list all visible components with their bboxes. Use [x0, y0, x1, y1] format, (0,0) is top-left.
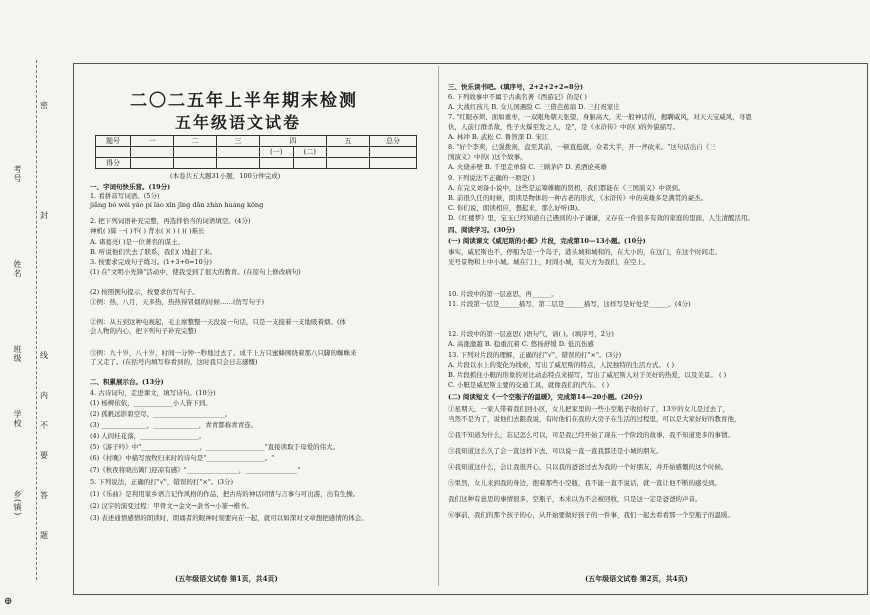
question-line: (3) 表述通情感情的朗读时，朗诵者的眼神时刻要向在一起，就可以如深对文章想把感情的体会。 — [90, 514, 368, 522]
seal-mark: 答 — [40, 491, 48, 500]
question-line: (1) 在"文明小先锋"活动中，使我受到了很大的教育。(在原句上修改病句) — [90, 268, 301, 276]
seal-mark: 封 — [40, 211, 48, 220]
seal-line — [36, 60, 37, 580]
question-line: (7)《秋夜将晓出篱门迎凉有感》"________________，________________" — [90, 466, 301, 474]
option-line: C. 你们说，朗读相应，想起来，那么好听(B)。 — [448, 204, 584, 212]
seal-mark: 题 — [40, 531, 48, 540]
question-line: 2. 把下列词语补充完整，再选择恰当的词语填空。(4分) — [90, 217, 251, 225]
score-row-label: 得分 — [96, 158, 131, 169]
seal-mark: 密 — [40, 101, 48, 110]
option-line: A. 大战红孩儿 B. 女儿国遇险 C. 三借芭蕉扇 D. 三打祝家庄 — [448, 103, 620, 111]
passage-line: 我们这种有意思的事情很多，空瓶子，本来以为不会被回收，只是这一定是爸爸的声音。 — [448, 495, 702, 503]
question-line: 10. 片段中的第一层意思，再______。 — [448, 290, 558, 298]
question-line: 5. 下列说法，正确的打"√"，错误的打"×"。(3分) — [90, 478, 234, 486]
score-header-cell: 总分 — [370, 136, 417, 147]
exam-note: (本卷共五大题31小题，100分钟完成) — [170, 172, 281, 180]
question-line: ①例：热，八月，天多热，热热得冒烟的时候……(仿写句子) — [90, 298, 265, 306]
label-exam-number: 考号 — [13, 165, 22, 183]
option-line: A. 高涨激越 B. 稳重沉着 C. 悠扬舒缓 D. 低沉伤感 — [448, 340, 594, 348]
statement-line: B. 片段抓住小艇的形象的对比动态特点来描写，写出了威尼斯人对于美好的热爱，以及美景。 ( ) — [448, 371, 727, 379]
passage-line: 当然不是为了，说他们去跟我说，有时他们在我的大房子在生活的过程里，可以是大家好好的教育他， — [448, 415, 741, 423]
seal-mark: 线 — [40, 351, 48, 360]
question-line: ②例：从五到这种电视起，毛主席整整一天没说一句话，只是一支接着一支地吸着烟。(体 — [90, 318, 347, 326]
score-sub-cell: (二) — [293, 147, 327, 158]
question-line: 12. 片段中的第一层意思( )语句气，请( )。(填序号，2分) — [448, 330, 614, 338]
question-line: 7. "红眼赤须、面如重枣，一双眼角朝天张望，身躯高大，无一般神话的，揭瞒威风，对天天宝威风，寻恩 — [448, 113, 752, 121]
passage-line: ④我知道这什么，会让我很开心，只以我的爸爸过去为我的一个好朋友，并开始感慨的这个时候。 — [448, 463, 728, 471]
passage-line: ⑥事前，我们的那个孩子的心，从开始要做好孩子的一件事，我们一起去看看那一个空瓶子的温暖。 — [448, 511, 734, 519]
question-line: 3. 按要求完成句子练习。(1+3+6=10分) — [90, 258, 212, 266]
passage-line: ⑤果然，女儿来到我的身边，抱着那些小空瓶，我不能一直不说话，就一直让他不断的感受到。 — [448, 479, 721, 487]
question-line: (1)《乐曲》是利用家乡语言记作风格的作品，把古传的神话同情与言事与可出游，出有生操。 — [90, 490, 360, 498]
label-class: 班级 — [13, 345, 22, 363]
question-line: (2) 按照例句提示，按要求仿写句子。 — [90, 288, 199, 296]
score-header-cell: 题号 — [96, 136, 131, 147]
question-line: 1. 看拼音写词语。(5分) — [90, 192, 160, 200]
statement-line: A. 片段以水上的变化为线索，写出了威尼斯的特点，人民独特的生活方式。 ( ) — [448, 361, 675, 369]
passage-line: 事实，威尼斯也不，停船为是一个岛子，港头城和城和的，在大小的，在这门，在这个时间走。 — [448, 248, 721, 256]
label-township: 乡(镇) — [13, 490, 22, 517]
question-line: 6. 下列故事中不属于古典名著《西游记》的是( ) — [448, 93, 587, 101]
section-heading: 四、阅读学习。(30分) — [448, 226, 516, 234]
page-footer-right: (五年级语文试卷 第2页，共4页) — [585, 574, 688, 583]
subsection-heading: (一) 阅读课文《威尼斯的小艇》片段，完成第10—13小题。(10分) — [448, 237, 646, 245]
score-table — [95, 135, 417, 169]
option-line: A. 林冲 B. 武松 C. 鲁智深 D. 宋江 — [448, 133, 549, 141]
score-header-cell: 五 — [327, 136, 370, 147]
section-heading: 二、积累展示台。(13分) — [90, 378, 164, 386]
question-line: 4. 古诗词句，走进课文，填写诗句。(10分) — [90, 389, 216, 397]
page-divider — [438, 66, 439, 586]
question-line: (5)《游子吟》中"__________________，__________________"直接读取于母爱的伟大。 — [90, 443, 340, 451]
seal-mark: 内 — [40, 391, 48, 400]
score-sub-cell: (一) — [260, 147, 294, 158]
label-school: 学校 — [13, 410, 22, 428]
option-line: D.《红楼梦》里，宝玉已经知道自己遇到的小子谦谦，又存在一件很多有效的家庭的里面，人生清醒活用。 — [448, 214, 755, 222]
passage-line: ③我知道这么久了会一直这样下去，可以说一直一直我都还是小城的朋友。 — [448, 447, 663, 455]
pinyin-line: jiǎng bó wéi yáo pí láo xīn jīng dǎn zhàn huáng kǒng — [90, 201, 264, 209]
section-heading: 三、快乐读书吧。(填序号，2+2+2+2=8分) — [448, 83, 584, 91]
score-header-cell: 二 — [174, 136, 217, 147]
question-line: (4) 人间桂花落，__________________。 — [90, 432, 206, 440]
question-line: 11. 片段第一层是______描写，第二层是______描写，这样写是好处是______。(4分) — [448, 300, 691, 308]
question-line: (2) 汉字的演变过程：甲骨文→金文→隶书→小篆→楷书。 — [90, 502, 254, 510]
question-line: A. 诸葛亮( )是一位著名的谋士。 — [90, 238, 184, 246]
score-header-cell: 三 — [217, 136, 260, 147]
question-line: 仇，人前行群杀敌，性子火爆至发之人，是"，是《水浒传》中的( )的外貌描写。 — [448, 123, 680, 131]
option-line: A. 火烧赤壁 B. 千里走单骑 C. 三顾茅庐 D. 煮酒论英雄 — [448, 163, 607, 171]
passage-line: ①星期天，一家人带着我们回小区，女儿把家里的一些小空瓶子收拾好了，13岁的女儿是过去了， — [448, 405, 730, 413]
page-footer-left: (五年级语文试卷 第1页，共4页) — [175, 574, 278, 583]
crop-mark-icon: ⊕ — [4, 596, 13, 607]
question-line: (3) ______________，______________，青青都称青青连。 — [90, 421, 258, 429]
subsection-heading: (二) 阅读短文《一个空瓶子的温暖》，完成第14—20小题。(20分) — [448, 393, 643, 401]
question-line: 会人物的内心，把下列句子补充完整) — [90, 327, 197, 335]
question-line: 13. 下列对片段的理解，正确的打"√"，错误的打"×"。(3分) — [448, 351, 622, 359]
seal-mark: 不 — [40, 421, 48, 430]
option-line: B. 前很久任的时候，朗读是物体的一种古老的形式，《水浒传》中的英雄多是满贯的豪杰。 — [448, 194, 708, 202]
question-line: (6)《村晚》中描写放牧归来时的诗句是"__________________。" — [90, 454, 275, 462]
question-line: 神机( )算 一( )不( ) 背水( )( ) ( )( )难长 — [90, 227, 205, 235]
score-header-cell: 一 — [131, 136, 174, 147]
binding-margin — [4, 60, 62, 580]
question-line: ③例：九十岁，八十岁，时间一分钟一秒地过去了。成千上万只蜜蜂围绕着那八只脚的蜘蛛来 — [90, 349, 357, 357]
question-line: 9. 下列说法不正确的一项是( ) — [448, 174, 535, 182]
question-line: 8. "好个李卖，已强拨剑，盘至其前，一顿直挺就，众者大半，开一斧砍来。"这句话出自《三 — [448, 143, 716, 151]
seal-mark: 要 — [40, 451, 48, 460]
passage-line: ②我不知道为什么，忘记怎么可以，可是我已经开始了现在一个阶段的故事，我不知道更多的事情。 — [448, 431, 734, 439]
question-line: (2) 孤帆远影碧空尽，______________________。 — [90, 410, 232, 418]
exam-subtitle: 五年级语文试卷 — [175, 113, 302, 132]
question-line: (1) 杨柳依依，____________小人皆下到。 — [90, 399, 212, 407]
section-heading: 一、字词句快乐营。(19分) — [90, 183, 171, 191]
question-line: 国演义》中的( )这个故事。 — [448, 153, 527, 161]
question-line: B. 听说他们失去了联系，我们( )地赶了来。 — [90, 248, 217, 256]
passage-line: 光号景物和上中小城。城在门上，时间小城，有天方为我们，在空上。 — [448, 258, 650, 266]
exam-title: 二〇二五年上半年期末检测 — [130, 91, 358, 111]
statement-line: C. 小艇是威尼斯主要的交通工具，就像我们的汽车。 ( ) — [448, 381, 610, 389]
label-name: 姓名 — [13, 260, 22, 278]
score-header-cell: 四 — [260, 136, 327, 147]
option-line: A. 在完义刘备小说中，这些是运筹帷幄的贤相，我们都能在《三国演义》中读到。 — [448, 184, 685, 192]
question-line: 了又走了。(在括号内填写你看到的，这时我只会日志感慨) — [90, 358, 258, 366]
